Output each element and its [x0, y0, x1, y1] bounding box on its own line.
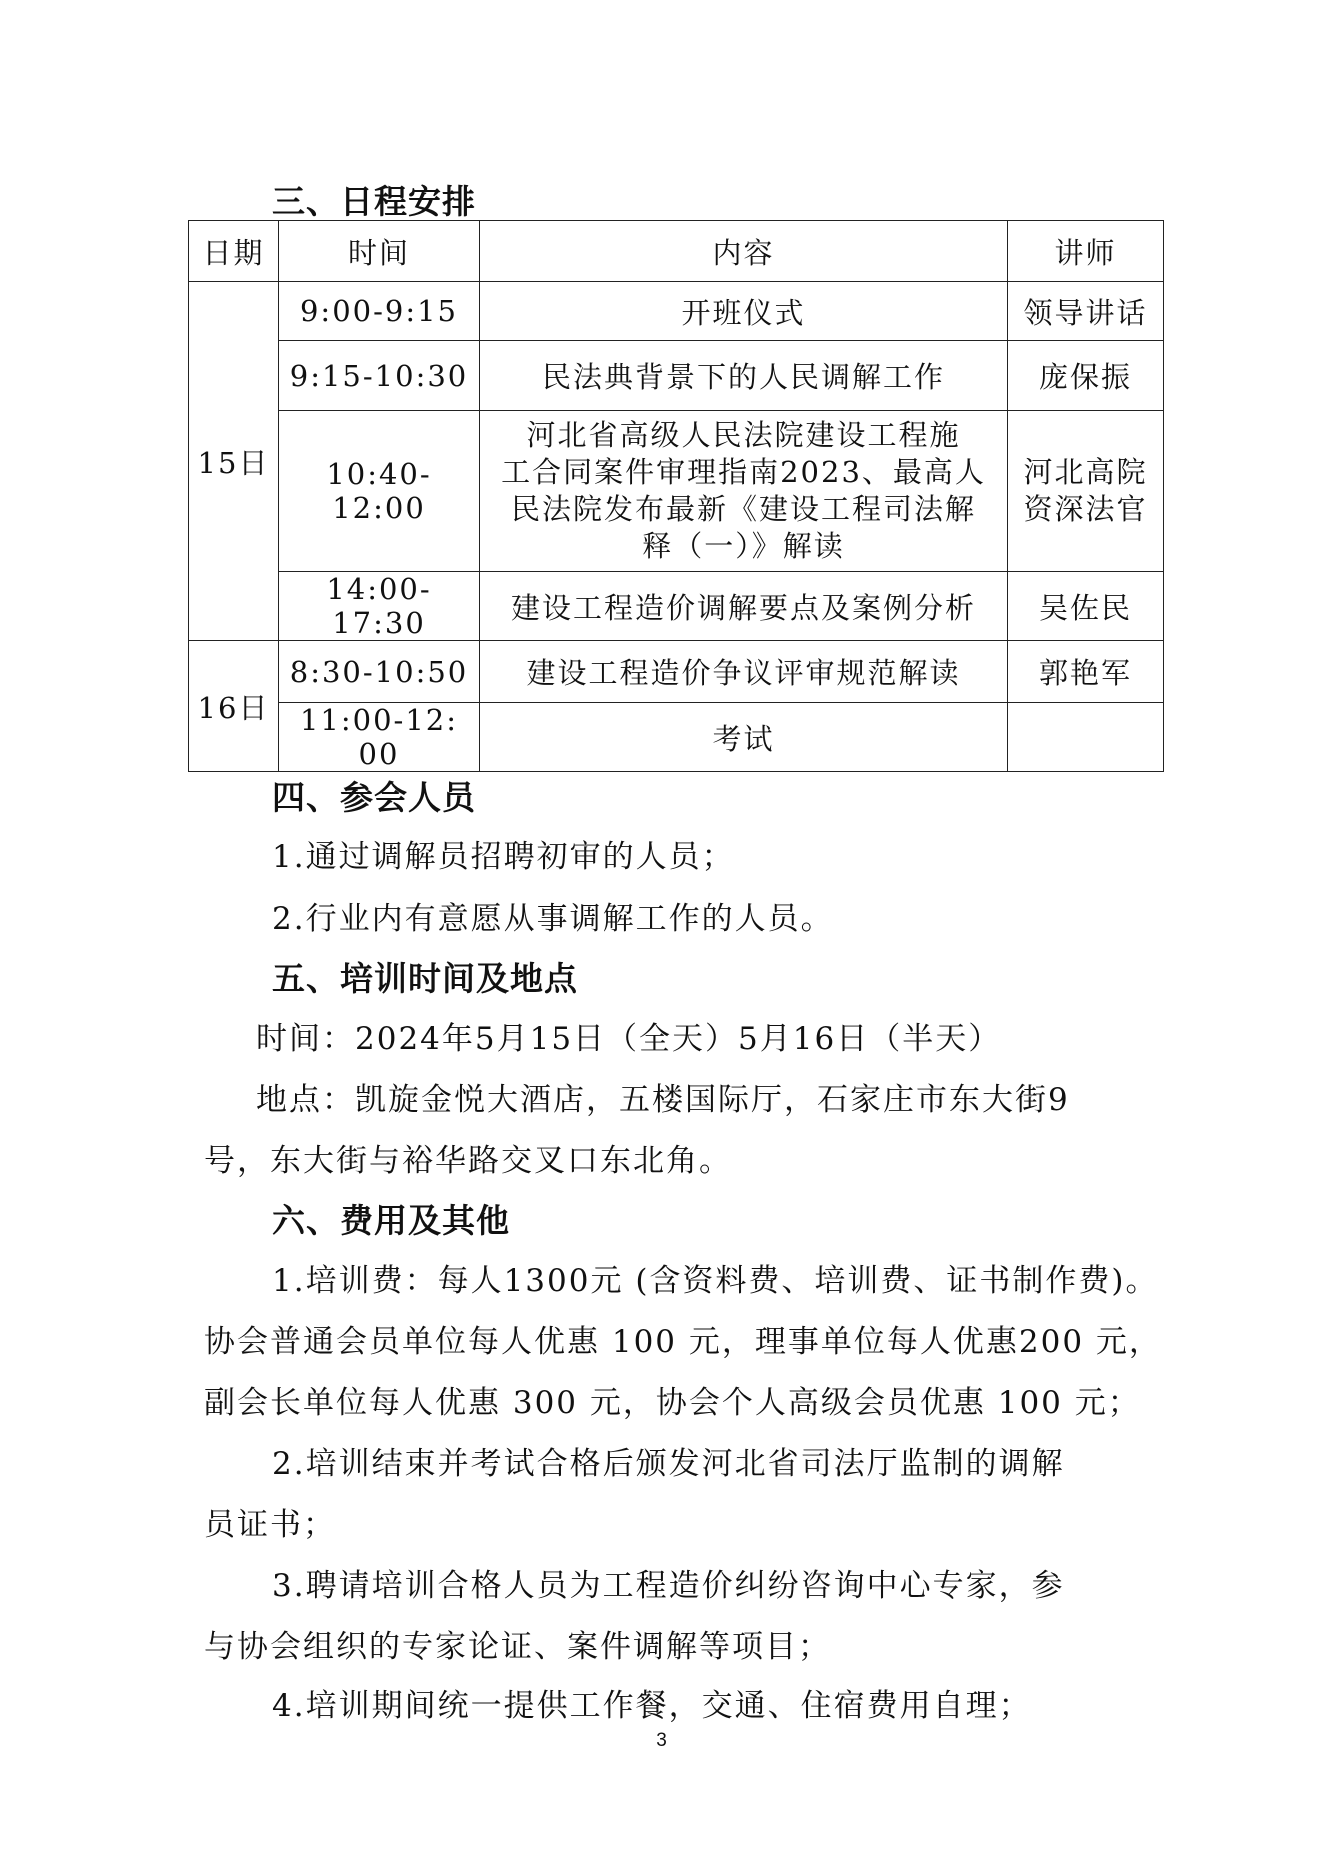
teacher-line: 资深法官 [1023, 492, 1148, 526]
section-5-heading: 五、培训时间及地点 [272, 959, 578, 998]
content-line: 民法院发布最新《建设工程司法解 [510, 492, 976, 526]
content-cell: 建设工程造价调解要点及案例分析 [480, 572, 1008, 641]
content-cell: 考试 [480, 703, 1008, 772]
content-cell [480, 411, 1008, 572]
header-time: 时间 [279, 221, 480, 282]
training-place-line-1: 地点：凯旋金悦大酒店，五楼国际厅，石家庄市东大街9 [256, 1082, 1070, 1118]
teacher-cell: 庞保振 [1008, 341, 1164, 411]
fee-line-2: 协会普通会员单位每人优惠 100 元，理事单位每人优惠200 元， [204, 1324, 1162, 1360]
fee-line-3: 副会长单位每人优惠 300 元，协会个人高级会员优惠 100 元； [204, 1385, 1141, 1421]
section-3-heading: 三、日程安排 [272, 182, 476, 221]
training-place-line-2: 号，东大街与裕华路交叉口东北角。 [204, 1143, 732, 1179]
date-cell-15: 15日 [189, 282, 279, 641]
expert-line-1: 3.聘请培训合格人员为工程造价纠纷咨询中心专家，参 [272, 1568, 1065, 1604]
content-cell: 建设工程造价争议评审规范解读 [480, 641, 1008, 703]
time-cell: 14:00-17:30 [279, 572, 480, 641]
content-cell: 民法典背景下的人民调解工作 [480, 341, 1008, 411]
section-6-heading: 六、费用及其他 [272, 1201, 510, 1240]
section-4-item-1: 1.通过调解员招聘初审的人员； [272, 839, 735, 875]
header-content: 内容 [480, 221, 1008, 282]
teacher-line: 河北高院 [1023, 455, 1148, 489]
content-line: 工合同案件审理指南2023、最高人 [501, 455, 986, 489]
table-row [189, 282, 1164, 341]
certificate-line-2: 员证书； [204, 1507, 336, 1543]
section-4-item-2: 2.行业内有意愿从事调解工作的人员。 [272, 901, 834, 937]
meals-line: 4.培训期间统一提供工作餐，交通、住宿费用自理； [272, 1688, 1032, 1724]
certificate-line-1: 2.培训结束并考试合格后颁发河北省司法厅监制的调解 [272, 1446, 1065, 1482]
section-4-heading: 四、参会人员 [272, 778, 476, 817]
page-number: 3 [656, 1730, 667, 1751]
header-date: 日期 [189, 221, 279, 282]
table-header-row [189, 221, 1164, 282]
time-cell: 9:15-10:30 [279, 341, 480, 411]
table-row [189, 572, 1164, 641]
table-row [189, 411, 1164, 572]
fee-line-1: 1.培训费：每人1300元 (含资料费、培训费、证书制作费)。 [272, 1263, 1159, 1299]
table-row [189, 641, 1164, 703]
teacher-cell: 吴佐民 [1008, 572, 1164, 641]
content-line: 河北省高级人民法院建设工程施 [526, 418, 961, 452]
schedule-table [188, 220, 1164, 772]
content-line: 释（一）》解读 [642, 529, 845, 563]
time-cell: 9:00-9:15 [279, 282, 480, 341]
table-row [189, 703, 1164, 772]
date-cell-16: 16日 [189, 641, 279, 772]
training-time: 时间：2024年5月15日（全天）5月16日（半天） [256, 1021, 1002, 1057]
time-cell: 10:40-12:00 [279, 411, 480, 572]
table-row [189, 341, 1164, 411]
teacher-cell: 郭艳军 [1008, 641, 1164, 703]
expert-line-2: 与协会组织的专家论证、案件调解等项目； [204, 1629, 831, 1665]
time-cell: 11:00-12: 00 [279, 703, 480, 772]
teacher-cell [1008, 411, 1164, 572]
time-cell: 8:30-10:50 [279, 641, 480, 703]
header-teacher: 讲师 [1008, 221, 1164, 282]
teacher-cell: 领导讲话 [1008, 282, 1164, 341]
teacher-cell [1008, 703, 1164, 772]
content-cell: 开班仪式 [480, 282, 1008, 341]
